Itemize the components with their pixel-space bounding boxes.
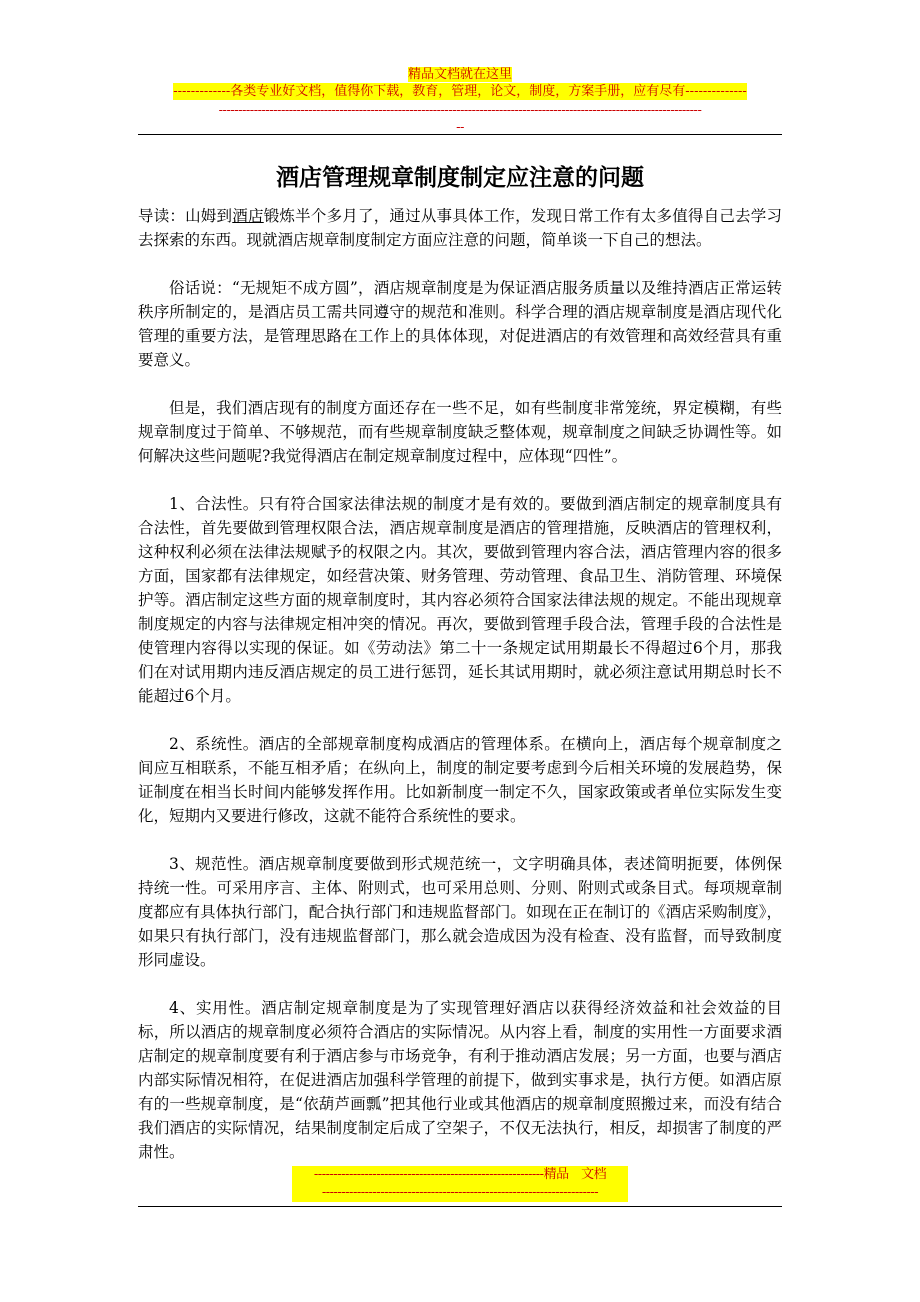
paragraph-proverb: 俗话说：“无规矩不成方圆”，酒店规章制度是为保证酒店服务质量以及维持酒店正常运转秩序所制定的，是酒店员工需共同遵守的规范和准则。科学合理的酒店规章制度是酒店现代化管理的重要方法，是管理思路在工作上的具体体现，对促进酒店的有效管理和高效经营具有重要意义。 (138, 279, 782, 369)
paragraph-practicality: 4、实用性。酒店制定规章制度是为了实现管理好酒店以获得经济效益和社会效益的目标，所以酒店的规章制度必须符合酒店的实际情况。从内容上看，制度的实用性一方面要求酒店制定的规章制度要有利于酒店参与市场竞争，有利于推动酒店发展；另一方面，也要与酒店内部实际情况相符，在促进酒店加强科学管理的前提下，做到实事求是，执行方便。如酒店原有的一些规章制度，是“依葫芦画瓢”把其他行业或其他酒店的规章制度照搬过来，而没有结合我们酒店的实际情况，结果制度制定后成了空架子，不仅无法执行，相反，却损害了制度的严肃性。 (138, 999, 782, 1161)
header-slogan: -------------各类专业好文档，值得你下载，教育，管理，论文，制度，方案手册，应有尽有-------------- (173, 84, 747, 99)
footer-banner-line1: -----------------------------------------------------------精品 文档 (292, 1166, 628, 1184)
document-body (138, 204, 782, 1188)
header-rule (138, 134, 782, 135)
header-dash-line: ---------------------------------------------------------------------------------------------------------------------------- (218, 103, 702, 118)
paragraph-systematic: 2、系统性。酒店的全部规章制度构成酒店的管理体系。在横向上，酒店每个规章制度之间应互相联系，不能互相矛盾；在纵向上，制度的制定要考虑到今后相关环境的发展趋势，保证制度在相当长时间内能够发挥作用。比如新制度一制定不久，国家政策或者单位实际发生变化，短期内又要进行修改，这就不能符合系统性的要求。 (138, 735, 782, 825)
page-header (138, 66, 782, 136)
intro-prefix: 导读：山姆到 (138, 207, 233, 225)
page-footer (292, 1166, 628, 1202)
document-title: 酒店管理规章制度制定应注意的问题 (276, 164, 644, 191)
intro-suffix: 锻炼半个多月了，通过从事具体工作，发现日常工作有太多值得自己去学习去探索的东西。现就酒店规章制度制定方面应注意的问题，简单谈一下自己的想法。 (138, 207, 782, 249)
paragraph-shortcomings: 但是，我们酒店现有的制度方面还存在一些不足，如有些制度非常笼统，界定模糊，有些规章制度过于简单、不够规范，而有些规章制度缺乏整体观，规章制度之间缺乏协调性等。如何解决这些问题呢?我觉得酒店在制定规章制度过程中，应体现“四性”。 (138, 399, 782, 465)
header-dash-line-end: -- (456, 120, 464, 135)
paragraph-standardization: 3、规范性。酒店规章制度要做到形式规范统一，文字明确具体，表述简明扼要，体例保持统一性。可采用序言、主体、附则式，也可采用总则、分则、附则式或条目式。每项规章制度都应有具体执行部门，配合执行部门和违规监督部门。如现在正在制订的《酒店采购制度》，如果只有执行部门，没有违规监督部门，那么就会造成因为没有检查、没有监督，而导致制度形同虚设。 (138, 855, 782, 969)
footer-rule (138, 1206, 782, 1207)
paragraph-legality: 1、合法性。只有符合国家法律法规的制度才是有效的。要做到酒店制定的规章制度具有合法性，首先要做到管理权限合法，酒店规章制度是酒店的管理措施，反映酒店的管理权利，这种权利必须在法律法规赋予的权限之内。其次，要做到管理内容合法，酒店管理内容的很多方面，国家都有法律规定，如经营决策、财务管理、劳动管理、食品卫生、消防管理、环境保护等。酒店制定这些方面的规章制度时，其内容必须符合国家法律法规的规定。不能出现规章制度规定的内容与法律规定相冲突的情况。再次，要做到管理手段合法，管理手段的合法性是使管理内容得以实现的保证。如《劳动法》第二十一条规定试用期最长不得超过6个月，那我们在对试用期内违反酒店规定的员工进行惩罚，延长其试用期时，就必须注意试用期总时长不能超过6个月。 (138, 495, 782, 705)
intro-paragraph (138, 204, 782, 252)
header-banner-line1 (138, 66, 782, 83)
header-banner-line2 (138, 83, 782, 100)
header-tagline: 精品文档就在这里 (407, 67, 512, 82)
footer-banner-line2: ----------------------------------------------------------------------- (292, 1184, 628, 1202)
hotel-link[interactable]: 酒店 (232, 207, 264, 225)
